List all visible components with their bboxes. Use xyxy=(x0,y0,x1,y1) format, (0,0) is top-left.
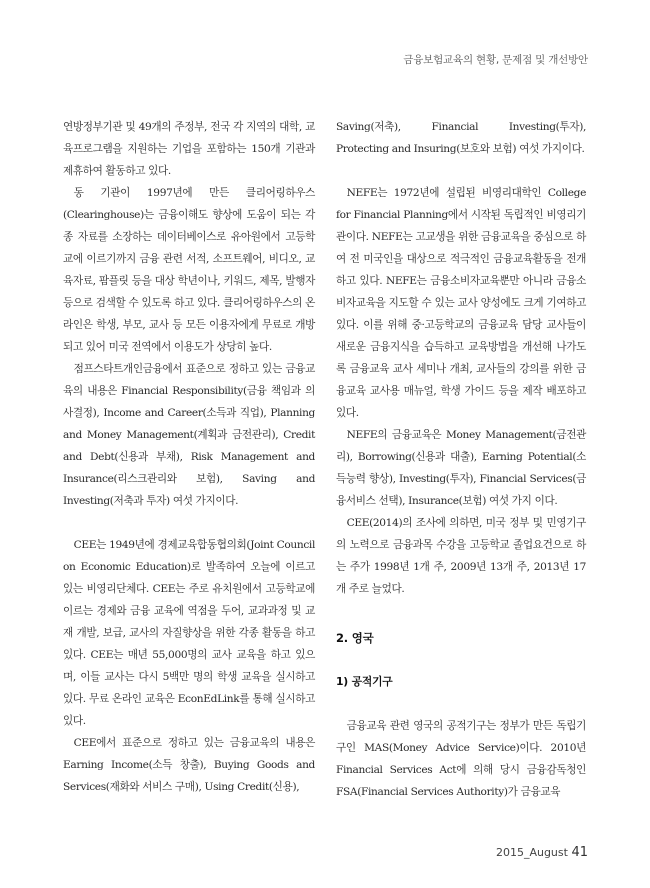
paragraph: 점프스타트개인금융에서 표준으로 정하고 있는 금융교육의 내용은 Financial Responsibility(금융 책임과 의사결정), Income and Career(소득과 직업), Planning and Money Management(계획과 금전관리), Credit and Debt(신용과 부채), Risk Management and Insurance(리스크관리와 보험), Saving and Investing(저축과 투자) 여섯 가지이다. xyxy=(63,363,315,507)
paragraph: CEE는 1949년에 경제교육합동협의회(Joint Council on Economic Education)로 발족하여 오늘에 이르고 있는 비영리단체다. CEE는 주로 유치원에서 고등학교에 이르는 경제와 금융 교육에 역점을 두어, 교과과정 및 교재 개발, 보급, 교사의 자질향상을 위한 각종 활동을 하고 있다. CEE는 매년 55,000명의 교사 교육을 하고 있으며, 이들 교사는 다시 5백만 명의 학생 교육을 실시하고 있다. 무료 온라인 교육은 EconEdLink를 통해 실시하고 있다. xyxy=(63,539,315,727)
page-number: 41 xyxy=(571,845,588,860)
paragraph: NEFE는 1972년에 설립된 비영리대학인 College for Financial Planning에서 시작된 독립적인 비영리기관이다. NEFE는 고교생을 위한 금융교육을 중심으로 하여 전 미국인을 대상으로 적극적인 금융교육활동을 전개하고 있다. NEFE는 금융소비자교육뿐만 아니라 금융소비자교육을 지도할 수 있는 교사 양성에도 크게 기여하고 있다. 이를 위해 중·고등학교의 금융교육 담당 교사들이 새로운 금융지식을 습득하고 교육방법을 개선해 나가도록 금융교육 교사 세미나 개최, 교사들의 강의를 위한 금융교육 교사용 매뉴얼, 학생 가이드 등을 제작 배포하고 있다. xyxy=(336,187,586,419)
paragraph: 동 기관이 1997년에 만든 클리어링하우스(Clearinghouse)는 금융이해도 향상에 도움이 되는 각종 자료를 소장하는 데이터베이스로 유아원에서 고등학교에 이르기까지 금융 관련 서적, 소프트웨어, 비디오, 교육자료, 팜플릿 등을 대상 학년이나, 키워드, 제목, 발행자 등으로 검색할 수 있도록 하고 있다. 클리어링하우스의 온라인은 학생, 부모, 교사 등 모든 이용자에게 무료로 개방되고 있어 미국 전역에서 이용도가 상당히 높다. xyxy=(63,187,315,353)
right-column xyxy=(336,116,586,803)
paragraph: CEE(2014)의 조사에 의하면, 미국 정부 및 민영기구의 노력으로 금융과목 수강을 고등학교 졸업요건으로 하는 주가 1998년 1개 주, 2009년 13개 주, 2013년 17개 주로 늘었다. xyxy=(336,517,586,595)
paragraph: NEFE의 금융교육은 Money Management(금전관리), Borrowing(신용과 대출), Earning Potential(소득능력 향상), Investing(투자), Financial Services(금융서비스 선택), Insurance(보험) 여섯 가지 이다. xyxy=(336,429,586,507)
left-column xyxy=(63,116,315,798)
paragraph: 연방정부기관 및 49개의 주정부, 전국 각 지역의 대학, 교육프로그램을 지원하는 기업을 포함하는 150개 기관과 제휴하여 활동하고 있다. xyxy=(63,121,315,177)
running-header: 금융보험교육의 현황, 문제점 및 개선방안 xyxy=(403,54,588,66)
paragraph: 금융교육 관련 영국의 공적기구는 정부가 만든 독립기구인 MAS(Money Advice Service)이다. 2010년 Financial Services Act에 의해 당시 금융감독청인 FSA(Financial Services Authority)가 금융교육 xyxy=(336,720,586,798)
paragraph: CEE에서 표준으로 정하고 있는 금융교육의 내용은 Earning Income(소득 창출), Buying Goods and Services(재화와 서비스 구매), Using Credit(신용), xyxy=(63,737,315,793)
subsection-heading: 1) 공적기구 xyxy=(336,675,393,688)
page-footer xyxy=(496,845,588,860)
paragraph: Saving(저축), Financial Investing(투자), Protecting and Insuring(보호와 보험) 여섯 가지이다. xyxy=(336,121,586,155)
section-heading: 2. 영국 xyxy=(336,631,374,645)
issue-label: 2015_August xyxy=(495,846,568,859)
